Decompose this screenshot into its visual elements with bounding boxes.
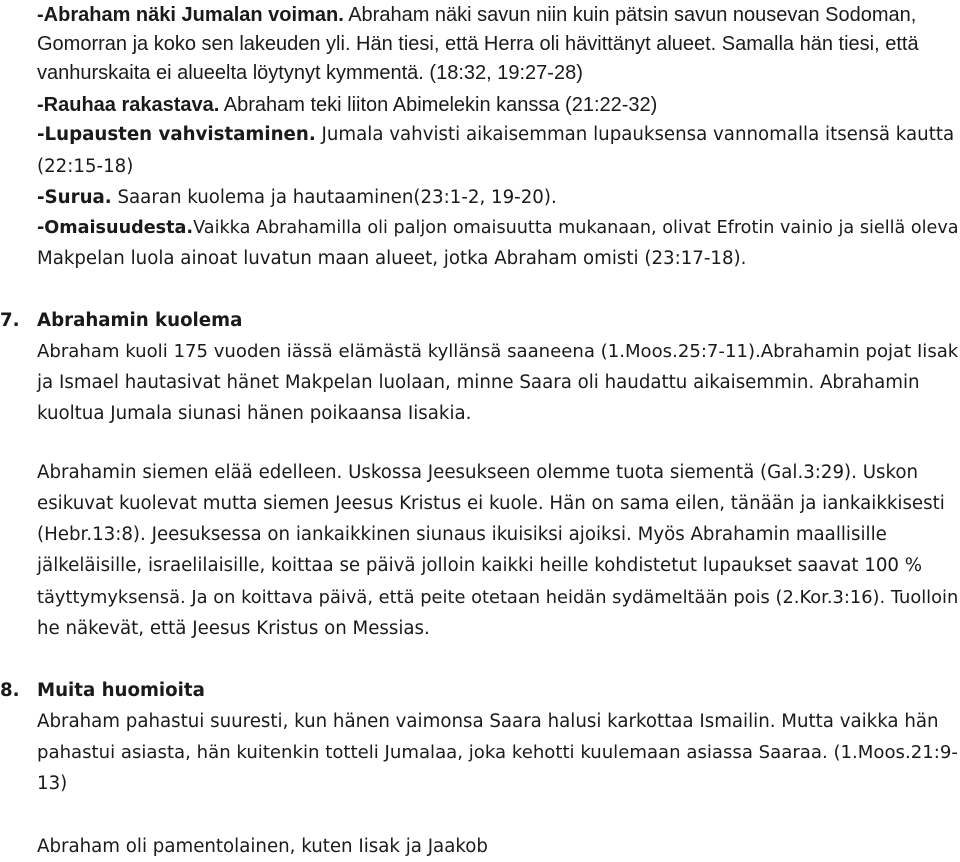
bullet-heading: -Lupausten vahvistaminen. xyxy=(37,124,316,145)
paragraph-line xyxy=(37,215,959,241)
bullet-heading: -Rauhaa rakastava. xyxy=(37,94,220,116)
paragraph-line: ja Ismael hautasivat hänet Makpelan luolaan, minne Saara oli haudattu aikaisemmin. Abrahamin xyxy=(37,372,920,393)
paragraph-line: Makpelan luola ainoat luvatun maan alueet, jotka Abraham omisti (23:17-18). xyxy=(37,248,747,269)
paragraph-line xyxy=(37,122,954,148)
paragraph-line: kuoltua Jumala siunasi hänen poikaansa Iisakia. xyxy=(37,403,472,424)
paragraph-line: täyttymyksensä. Ja on koittava päivä, että peite otetaan heidän sydämeltään pois (2.Kor.3:16). Tuolloin xyxy=(37,587,959,608)
paragraph-line: esikuvat kuolevat mutta siemen Jeesus Kristus ei kuole. Hän on sama eilen, tänään ja iankaikkisesti xyxy=(37,493,945,514)
bullet-heading: -Abraham näki Jumalan voiman. xyxy=(37,4,344,26)
body-text: Abraham näki savun niin kuin pätsin savun nousevan Sodoman, xyxy=(343,4,917,26)
paragraph-line xyxy=(37,2,916,28)
bullet-heading: -Surua. xyxy=(37,187,112,208)
section-title xyxy=(37,308,242,334)
section-number: 7. xyxy=(0,310,20,331)
body-text: Saaran kuolema ja hautaaminen(23:1-2, 19-20). xyxy=(111,187,557,208)
paragraph-line: Gomorran ja koko sen lakeuden yli. Hän tiesi, että Herra oli hävittänyt alueet. Samalla hän tiesi, että xyxy=(37,33,919,55)
paragraph-line: 13) xyxy=(37,773,68,794)
paragraph-line: (Hebr.13:8). Jeesuksessa on iankaikkinen siunaus ikuisiksi ajoiksi. Myös Abrahamin maallisille xyxy=(37,524,887,545)
paragraph-line xyxy=(37,185,557,211)
section-number: 8. xyxy=(0,680,20,701)
paragraph-line xyxy=(37,92,657,118)
paragraph-line: Abraham oli pamentolainen, kuten Iisak ja Jaakob xyxy=(37,836,488,857)
paragraph-line: he näkevät, että Jeesus Kristus on Messias. xyxy=(37,618,430,639)
body-text: Abraham teki liiton Abimelekin kanssa (21:22-32) xyxy=(219,94,658,116)
body-text: Vaikka Abrahamilla oli paljon omaisuutta mukanaan, olivat Efrotin vainio ja siellä oleva xyxy=(193,218,959,238)
paragraph-line: Abrahamin siemen elää edelleen. Uskossa Jeesukseen olemme tuota siementä (Gal.3:29). Uskon xyxy=(37,462,919,483)
paragraph-line: Abraham kuoli 175 vuoden iässä elämästä kyllänsä saaneena (1.Moos.25:7-11).Abrahamin pojat Iisak xyxy=(37,341,959,362)
paragraph-line: (22:15-18) xyxy=(37,156,134,177)
body-text: Jumala vahvisti aikaisemman lupauksensa vannomalla itsensä kautta xyxy=(315,124,955,145)
paragraph-line: jälkeläisille, israelilaisille, koittaa se päivä jolloin kaikki heille kohdistetut lupaukset saavat 100 % xyxy=(37,555,923,576)
section-title xyxy=(37,678,205,704)
section-title-text: Muita huomioita xyxy=(37,680,205,701)
paragraph-line: pahastui asiasta, hän kuitenkin totteli Jumalaa, joka kehotti kuulemaan asiassa Saaraa. (1.Moos.21:9- xyxy=(37,742,958,763)
paragraph-line: Abraham pahastui suuresti, kun hänen vaimonsa Saara halusi karkottaa Ismailin. Mutta vaikka hän xyxy=(37,711,939,732)
bullet-heading: -Omaisuudesta. xyxy=(37,218,194,238)
section-title-text: Abrahamin kuolema xyxy=(37,310,243,331)
paragraph-line: vanhurskaita ei alueelta löytynyt kymmentä. (18:32, 19:27-28) xyxy=(37,62,583,84)
